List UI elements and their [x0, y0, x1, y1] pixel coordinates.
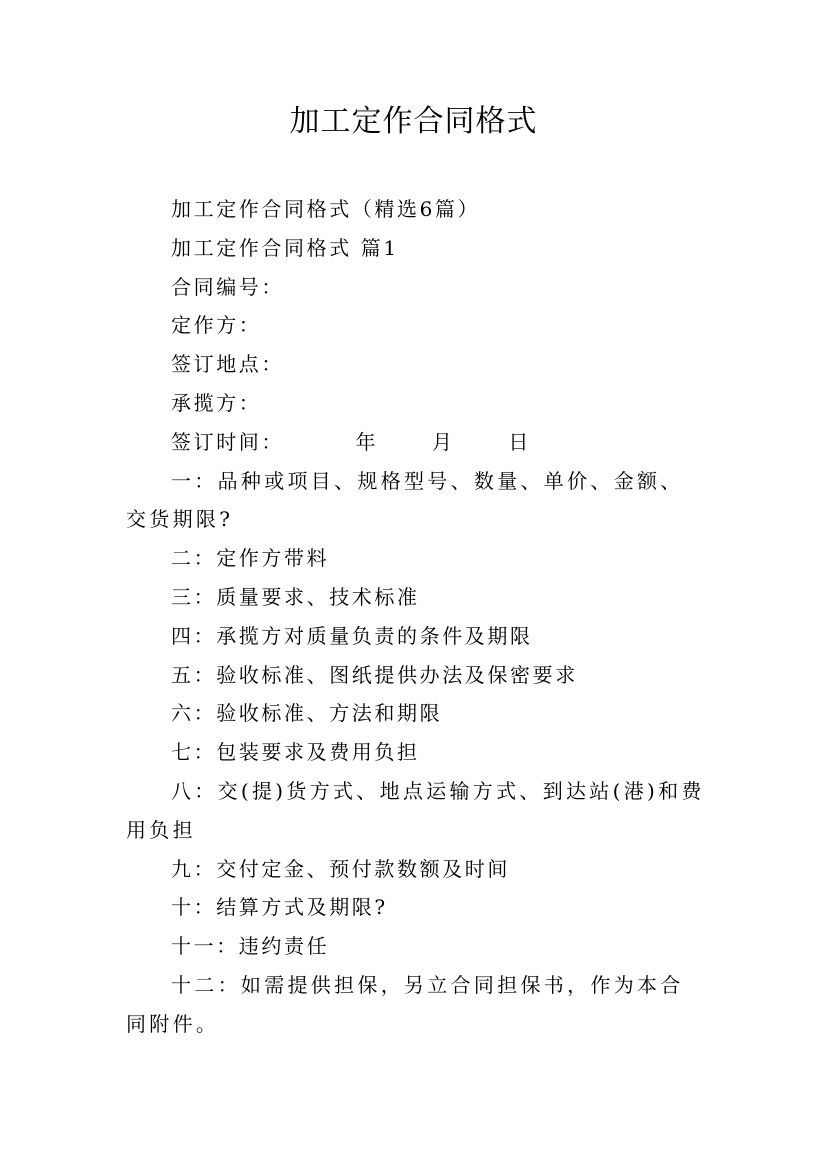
clause-11: 十一：违约责任: [171, 934, 330, 959]
clause-5: 五：验收标准、图纸提供办法及保密要求: [171, 662, 578, 687]
document-title: 加工定作合同格式: [289, 104, 538, 139]
clause-9: 九：交付定金、预付款数额及时间: [171, 856, 510, 881]
clause-7: 七：包装要求及费用负担: [171, 740, 420, 765]
signing-place-line: 签订地点：: [171, 352, 284, 377]
signing-date-line: 签订时间： 年 月 日: [171, 429, 531, 454]
subtitle-paragraph: 加工定作合同格式（精选6篇）: [171, 197, 481, 221]
clause-4: 四：承揽方对质量负责的条件及期限: [171, 623, 533, 648]
ordering-party-line: 定作方：: [171, 313, 262, 338]
contract-number-line: 合同编号：: [171, 274, 284, 299]
clause-10: 十：结算方式及期限?: [171, 895, 388, 920]
contractor-line: 承揽方：: [171, 390, 262, 415]
section-heading: 加工定作合同格式 篇1: [171, 235, 399, 260]
clause-3: 三：质量要求、技术标准: [171, 584, 420, 609]
clause-6: 六：验收标准、方法和期限: [171, 701, 443, 726]
clause-1: 一：品种或项目、规格型号、数量、单价、金额、交货期限?: [126, 468, 684, 532]
document-body: [126, 190, 706, 1044]
clause-8: 八：交(提)货方式、地点运输方式、到达站(港)和费用负担: [126, 778, 705, 842]
clause-12: 十二：如需提供担保，另立合同担保书，作为本合同附件。: [126, 972, 684, 1036]
clause-2: 二：定作方带料: [171, 546, 330, 571]
